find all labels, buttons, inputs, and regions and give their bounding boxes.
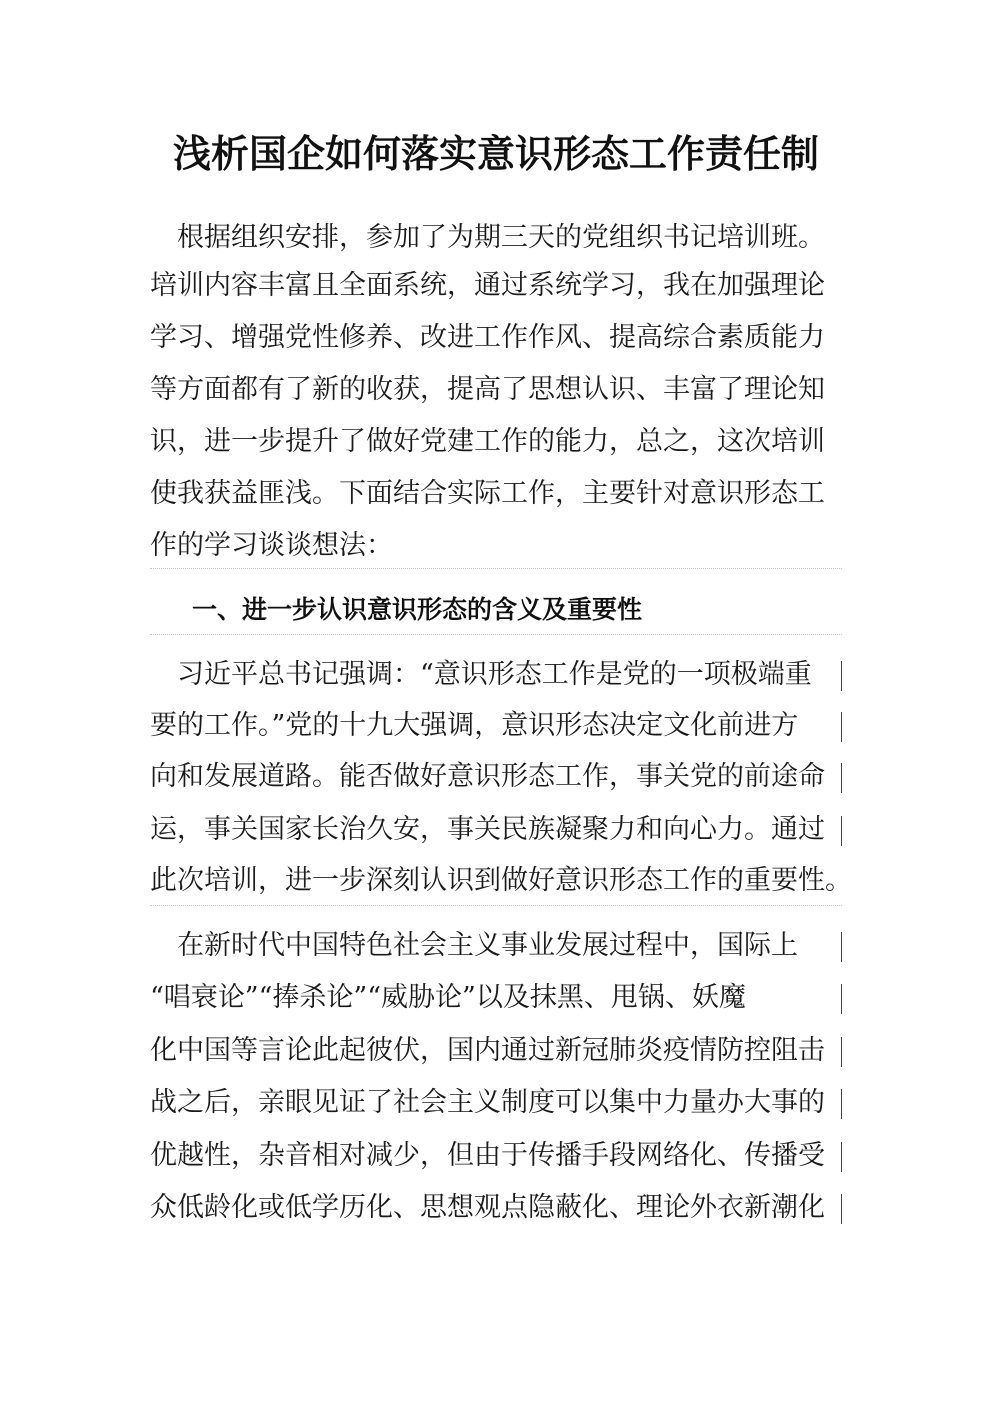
body-line: 要的工作。”党的十九大强调，意识形态决定文化前进方 <box>150 710 799 741</box>
margin-mark <box>841 984 842 1014</box>
margin-mark <box>841 763 842 793</box>
margin-mark <box>841 712 842 742</box>
intro-line: 使我获益匪浅。下面结合实际工作，主要针对意识形态工 <box>150 478 825 509</box>
body-line: 战之后，亲眼见证了社会主义制度可以集中力量办大事的 <box>150 1087 825 1118</box>
body-line: 在新时代中国特色社会主义事业发展过程中，国际上 <box>150 930 798 961</box>
margin-mark <box>841 1142 842 1172</box>
intro-line: 识，进一步提升了做好党建工作的能力，总之，这次培训 <box>150 426 825 457</box>
intro-line: 学习、增强党性修养、改进工作作风、提高综合素质能力 <box>150 322 825 353</box>
margin-mark <box>841 661 842 691</box>
body-line: 众低龄化或低学历化、思想观点隐蔽化、理论外衣新潮化 <box>150 1192 825 1223</box>
paragraph-divider <box>150 568 842 569</box>
intro-line: 作的学习谈谈想法： <box>150 530 393 561</box>
margin-mark <box>841 1089 842 1119</box>
intro-line: 培训内容丰富且全面系统，通过系统学习，我在加强理论 <box>150 270 825 301</box>
paragraph-divider <box>150 634 842 635</box>
margin-mark <box>841 932 842 962</box>
intro-line: 等方面都有了新的收获，提高了思想认识、丰富了理论知 <box>150 374 825 405</box>
paragraph-divider <box>150 905 842 906</box>
margin-mark <box>841 816 842 846</box>
margin-mark <box>841 1037 842 1067</box>
body-line: 向和发展道路。能否做好意识形态工作，事关党的前途命 <box>150 761 825 792</box>
body-line: 运，事关国家长治久安，事关民族凝聚力和向心力。通过 <box>150 814 825 845</box>
document-title: 浅析国企如何落实意识形态工作责任制 <box>172 131 819 176</box>
body-line: 此次培训，进一步深刻认识到做好意识形态工作的重要性。 <box>150 865 852 896</box>
margin-mark <box>841 1194 842 1224</box>
body-line: 优越性，杂音相对减少，但由于传播手段网络化、传播受 <box>150 1140 825 1171</box>
body-line: 习近平总书记强调：“意识形态工作是党的一项极端重 <box>150 659 812 690</box>
body-line: 化中国等言论此起彼伏，国内通过新冠肺炎疫情防控阻击 <box>150 1035 825 1066</box>
section-heading: 一、进一步认识意识形态的含义及重要性 <box>192 595 643 624</box>
intro-line: 根据组织安排，参加了为期三天的党组织书记培训班。 <box>150 222 825 253</box>
body-line: “唱衰论”“捧杀论”“威胁论”以及抹黑、甩锅、妖魔 <box>150 982 746 1013</box>
